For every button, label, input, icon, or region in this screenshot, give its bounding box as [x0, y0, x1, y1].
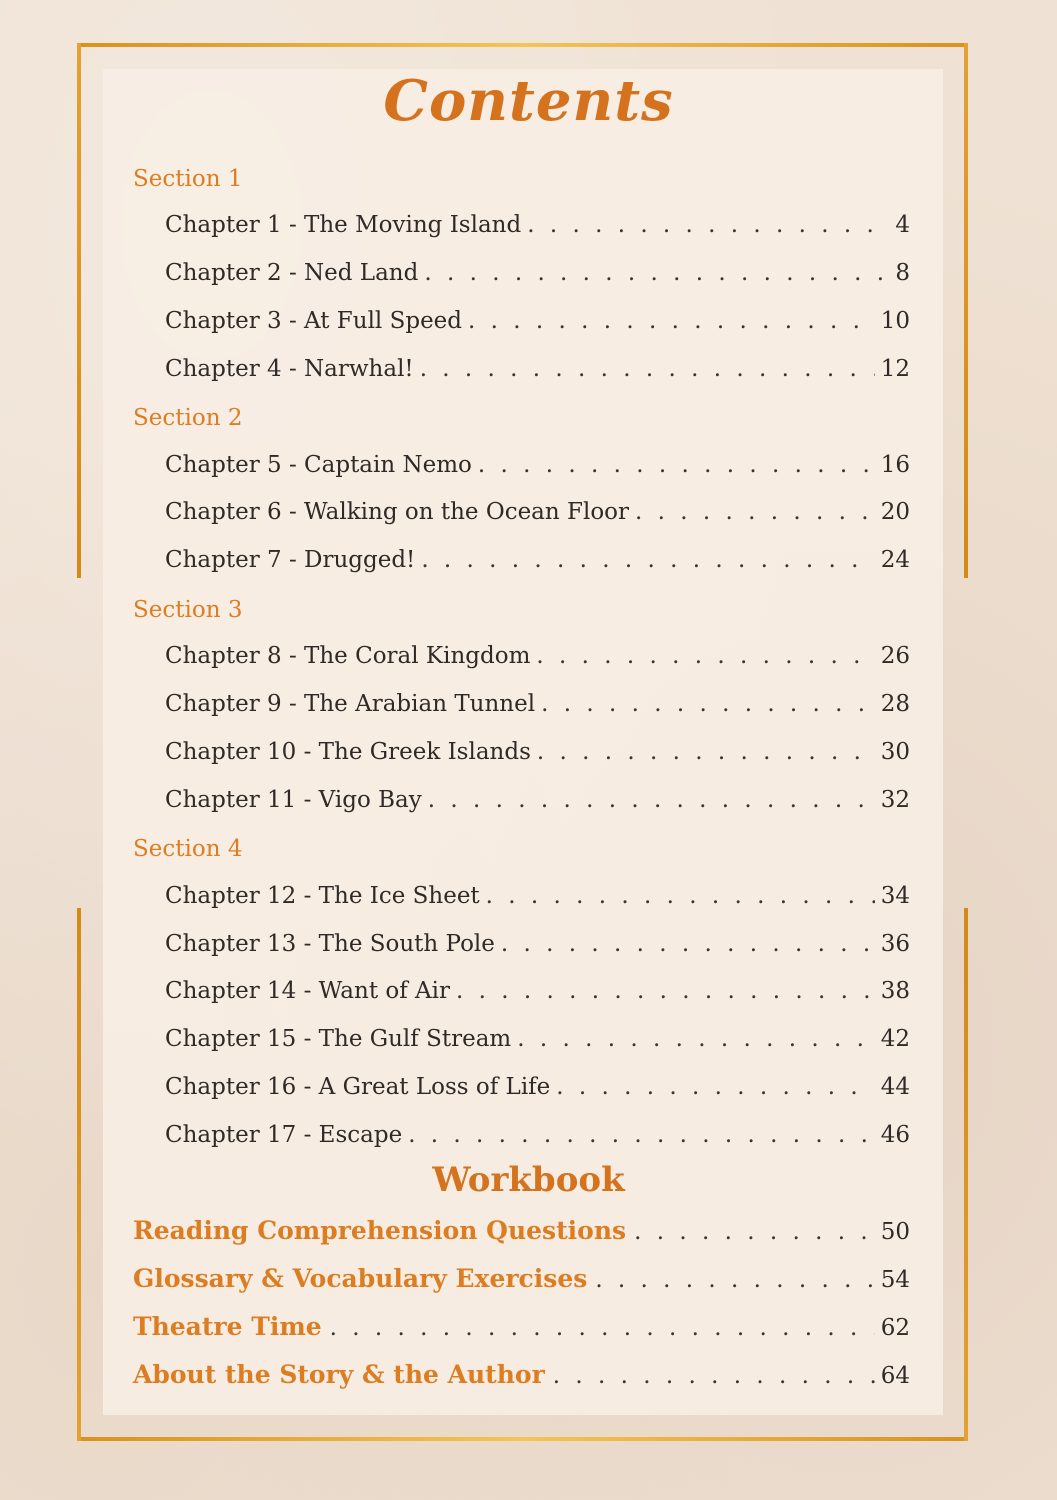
dot-leader	[556, 1074, 874, 1100]
section-heading-3: Section 3	[133, 597, 243, 623]
page-number: 28	[880, 691, 910, 717]
chapter-title: Chapter 13 - The South Pole	[165, 931, 495, 957]
chapter-title: Chapter 1 - The Moving Island	[165, 212, 522, 238]
page-number: 30	[880, 739, 910, 765]
toc-entry-chapter-16[interactable]	[165, 1074, 910, 1108]
frame-top-border	[77, 43, 968, 47]
page-number: 46	[880, 1122, 910, 1148]
chapter-title: Chapter 9 - The Arabian Tunnel	[165, 691, 536, 717]
workbook-item-title: Reading Comprehension Questions	[133, 1216, 627, 1245]
toc-entry-reading-comprehension[interactable]	[133, 1216, 910, 1252]
chapter-title: Chapter 14 - Want of Air	[165, 978, 451, 1004]
dot-leader	[456, 978, 875, 1004]
dot-leader	[635, 499, 875, 525]
dot-leader	[408, 1122, 875, 1148]
section-heading-4: Section 4	[133, 836, 243, 862]
page-title: Contents	[383, 68, 674, 134]
dot-leader	[553, 1363, 875, 1389]
dot-leader	[420, 356, 875, 382]
dot-leader	[424, 260, 889, 286]
page-number: 20	[880, 499, 910, 525]
page-number: 42	[880, 1026, 910, 1052]
page-number: 24	[880, 547, 910, 573]
dot-leader	[537, 739, 875, 765]
toc-entry-chapter-8[interactable]	[165, 643, 910, 677]
page-number: 64	[880, 1363, 910, 1389]
toc-entry-chapter-7[interactable]	[165, 547, 910, 581]
chapter-title: Chapter 3 - At Full Speed	[165, 308, 463, 334]
chapter-title: Chapter 8 - The Coral Kingdom	[165, 643, 531, 669]
frame-bottom-border	[77, 1437, 968, 1441]
page-number: 34	[880, 883, 910, 909]
toc-entry-chapter-3[interactable]	[165, 308, 910, 342]
page-number: 8	[895, 260, 910, 286]
toc-entry-chapter-2[interactable]	[165, 260, 910, 294]
workbook-item-title: About the Story & the Author	[133, 1360, 545, 1389]
page-number: 54	[880, 1267, 910, 1293]
toc-entry-chapter-6[interactable]	[165, 499, 910, 533]
chapter-title: Chapter 15 - The Gulf Stream	[165, 1026, 512, 1052]
chapter-title: Chapter 16 - A Great Loss of Life	[165, 1074, 551, 1100]
chapter-title: Chapter 17 - Escape	[165, 1122, 403, 1148]
workbook-item-title: Theatre Time	[133, 1312, 322, 1341]
dot-leader	[517, 1026, 874, 1052]
dot-leader	[330, 1315, 875, 1341]
toc-entry-chapter-11[interactable]	[165, 787, 910, 821]
toc-entry-chapter-4[interactable]	[165, 356, 910, 390]
dot-leader	[634, 1219, 875, 1245]
section-heading-1: Section 1	[133, 166, 243, 192]
toc-entry-chapter-13[interactable]	[165, 931, 910, 965]
chapter-title: Chapter 4 - Narwhal!	[165, 356, 414, 382]
workbook-item-title: Glossary & Vocabulary Exercises	[133, 1264, 588, 1293]
toc-entry-chapter-12[interactable]	[165, 883, 910, 917]
page-number: 62	[880, 1315, 910, 1341]
chapter-title: Chapter 6 - Walking on the Ocean Floor	[165, 499, 630, 525]
chapter-title: Chapter 10 - The Greek Islands	[165, 739, 531, 765]
chapter-title: Chapter 11 - Vigo Bay	[165, 787, 422, 813]
chapter-title: Chapter 5 - Captain Nemo	[165, 452, 472, 478]
page-number: 38	[880, 978, 910, 1004]
page-number: 50	[880, 1219, 910, 1245]
chapter-title: Chapter 12 - The Ice Sheet	[165, 883, 480, 909]
toc-entry-chapter-15[interactable]	[165, 1026, 910, 1060]
dot-leader	[595, 1267, 874, 1293]
dot-leader	[541, 691, 875, 717]
toc-entry-chapter-10[interactable]	[165, 739, 910, 773]
dot-leader	[486, 883, 875, 909]
dot-leader	[536, 643, 874, 669]
page-number: 10	[880, 308, 910, 334]
dot-leader	[527, 212, 889, 238]
toc-entry-about-story[interactable]	[133, 1360, 910, 1396]
page-number: 44	[880, 1074, 910, 1100]
page-number: 32	[880, 787, 910, 813]
toc-entry-chapter-5[interactable]	[165, 452, 910, 486]
workbook-heading: Workbook	[432, 1160, 625, 1200]
page-number: 12	[880, 356, 910, 382]
page-number: 16	[880, 452, 910, 478]
toc-entry-glossary[interactable]	[133, 1264, 910, 1300]
page-number: 4	[895, 212, 910, 238]
toc-entry-chapter-17[interactable]	[165, 1122, 910, 1156]
section-heading-2: Section 2	[133, 405, 243, 431]
dot-leader	[501, 931, 875, 957]
dot-leader	[468, 308, 875, 334]
toc-entry-chapter-14[interactable]	[165, 978, 910, 1012]
toc-entry-chapter-1[interactable]	[165, 212, 910, 246]
chapter-title: Chapter 2 - Ned Land	[165, 260, 419, 286]
dot-leader	[428, 787, 875, 813]
dot-leader	[421, 547, 874, 573]
page-number: 26	[880, 643, 910, 669]
toc-entry-theatre-time[interactable]	[133, 1312, 910, 1348]
dot-leader	[478, 452, 875, 478]
chapter-title: Chapter 7 - Drugged!	[165, 547, 416, 573]
page-number: 36	[880, 931, 910, 957]
toc-entry-chapter-9[interactable]	[165, 691, 910, 725]
